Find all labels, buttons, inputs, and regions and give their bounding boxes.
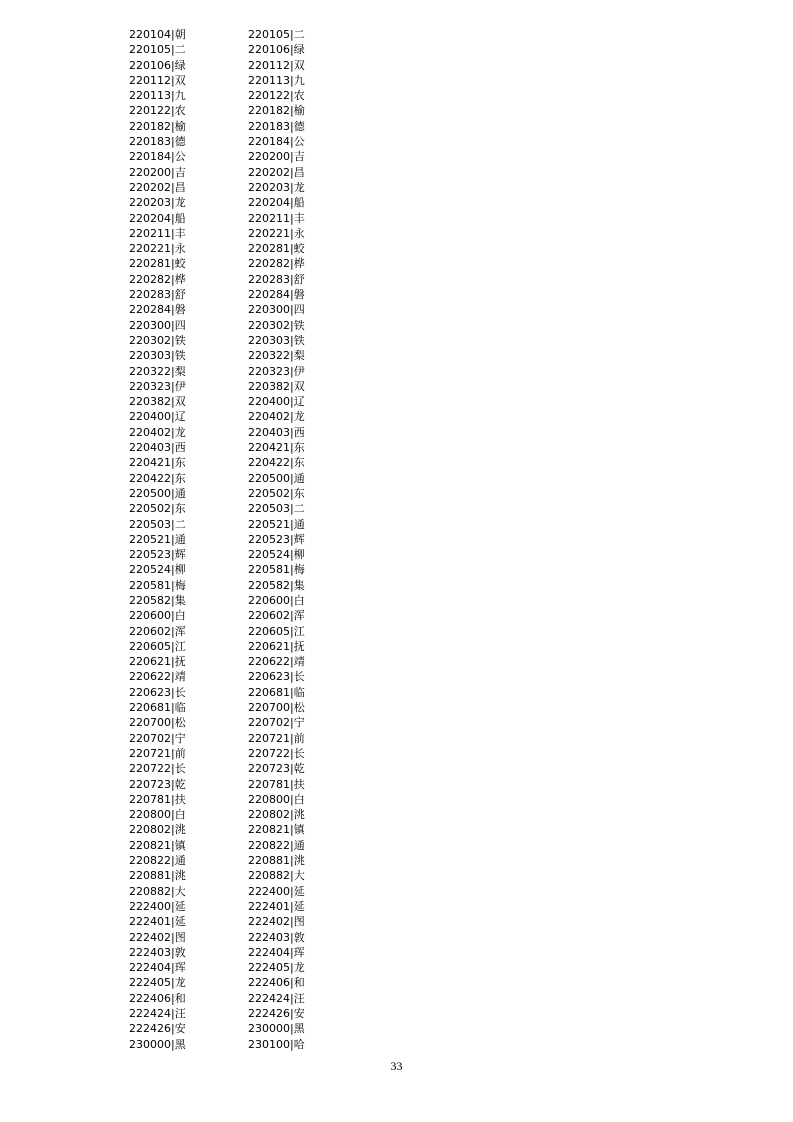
right-column-entry: 220605|江 <box>248 624 305 638</box>
left-column-entry: 220202|昌 <box>129 180 186 194</box>
left-column-entry: 220400|辽 <box>129 410 186 424</box>
right-column-entry: 220281|蛟 <box>248 242 305 256</box>
left-column-entry: 230000|黑 <box>129 1037 186 1051</box>
right-column-entry: 222402|图 <box>248 915 305 929</box>
right-column-entry: 220282|桦 <box>248 257 305 271</box>
left-column-entry: 222400|延 <box>129 899 186 913</box>
left-column-entry: 220781|扶 <box>129 792 186 806</box>
right-column-entry: 222405|龙 <box>248 961 305 975</box>
right-column-entry: 222406|和 <box>248 976 305 990</box>
left-column-entry: 220623|长 <box>129 685 186 699</box>
right-column-entry: 220283|舒 <box>248 272 305 286</box>
right-column-entry: 220422|东 <box>248 456 305 470</box>
left-column-entry: 220502|东 <box>129 502 186 516</box>
right-column-entry: 220322|梨 <box>248 349 305 363</box>
right-column-entry: 220284|磐 <box>248 288 305 302</box>
right-column-entry: 220702|宁 <box>248 716 305 730</box>
right-column-entry: 220421|东 <box>248 441 305 455</box>
left-column-entry: 222404|珲 <box>129 961 186 975</box>
left-column-entry: 220104|朝 <box>129 28 186 41</box>
left-column-entry: 220702|宁 <box>129 731 186 745</box>
left-column-entry: 220422|东 <box>129 471 186 485</box>
left-column-entry: 220221|永 <box>129 242 186 256</box>
right-column-entry: 220200|吉 <box>248 150 305 164</box>
right-column-entry: 230000|黑 <box>248 1022 305 1036</box>
right-column-entry: 220602|浑 <box>248 609 305 623</box>
left-column-entry: 220323|伊 <box>129 379 186 393</box>
right-column-entry: 220203|龙 <box>248 180 305 194</box>
left-column-entry: 220203|龙 <box>129 196 186 210</box>
right-column-entry: 220881|洮 <box>248 854 305 868</box>
left-column-entry: 220284|磐 <box>129 303 186 317</box>
left-column-entry: 222401|延 <box>129 915 186 929</box>
right-column-entry: 220582|集 <box>248 578 305 592</box>
right-column-entry: 220402|龙 <box>248 410 305 424</box>
left-column-entry: 220183|德 <box>129 135 186 149</box>
left-column-entry: 220721|前 <box>129 746 186 760</box>
right-column-entry: 222424|汪 <box>248 991 305 1005</box>
right-column-entry: 220113|九 <box>248 73 305 87</box>
right-column-entry: 220300|四 <box>248 303 305 317</box>
left-column-entry: 220800|白 <box>129 808 186 822</box>
right-column-entry: 220183|德 <box>248 119 305 133</box>
left-column-entry: 222405|龙 <box>129 976 186 990</box>
right-column-entry: 222426|安 <box>248 1007 305 1020</box>
left-column-entry: 220582|集 <box>129 593 186 607</box>
right-column-entry: 220621|抚 <box>248 639 305 653</box>
left-column-entry: 220605|江 <box>129 639 186 653</box>
left-column-entry: 220722|长 <box>129 762 186 776</box>
right-column-entry: 220221|永 <box>248 226 305 240</box>
page-number: 33 <box>390 1059 403 1073</box>
left-column-entry: 220281|蛟 <box>129 257 186 271</box>
left-column-entry: 220881|洮 <box>129 869 186 883</box>
right-column-entry: 220821|镇 <box>248 823 305 837</box>
right-column-entry: 220721|前 <box>248 731 305 745</box>
right-column-entry: 220581|梅 <box>248 563 305 577</box>
right-column-entry: 220403|西 <box>248 425 305 439</box>
right-column-entry: 220503|二 <box>248 502 305 516</box>
right-column-entry: 222400|延 <box>248 884 305 898</box>
left-column-entry: 220200|吉 <box>129 165 186 179</box>
left-column-entry: 220182|榆 <box>129 119 186 133</box>
left-column-entry: 220403|西 <box>129 441 186 455</box>
left-column-entry: 220882|大 <box>129 884 186 898</box>
left-column-entry: 220500|通 <box>129 486 186 500</box>
left-column-entry: 220602|浑 <box>129 624 186 638</box>
left-column-entry: 220802|洮 <box>129 823 186 837</box>
right-column-entry: 230100|哈 <box>248 1037 305 1051</box>
right-column-entry: 220800|白 <box>248 792 305 806</box>
left-column-entry: 220621|抚 <box>129 655 186 669</box>
left-column-entry: 220821|镇 <box>129 838 186 852</box>
left-column <box>129 27 186 1052</box>
right-column <box>248 27 305 1052</box>
right-column-entry: 220822|通 <box>248 838 305 852</box>
right-column-entry: 220722|长 <box>248 746 305 760</box>
left-column-entry: 220283|舒 <box>129 288 186 302</box>
left-column-entry: 222403|敦 <box>129 945 186 959</box>
right-column-entry: 220112|双 <box>248 58 305 72</box>
left-column-entry: 222424|汪 <box>129 1007 186 1020</box>
left-column-entry: 220303|铁 <box>129 349 186 363</box>
right-column-entry: 220502|东 <box>248 486 305 500</box>
left-column-entry: 220382|双 <box>129 395 186 409</box>
left-column-entry: 220113|九 <box>129 89 186 103</box>
right-column-entry: 220723|乾 <box>248 762 305 776</box>
right-column-entry: 220523|辉 <box>248 532 305 546</box>
left-column-entry: 220581|梅 <box>129 578 186 592</box>
right-column-entry: 220106|绿 <box>248 43 305 57</box>
right-column-entry: 222404|珲 <box>248 945 305 959</box>
left-column-entry: 220322|梨 <box>129 364 186 378</box>
left-column-entry: 220681|临 <box>129 701 186 715</box>
right-column-entry: 220623|长 <box>248 670 305 684</box>
left-column-entry: 222402|图 <box>129 930 186 944</box>
right-column-entry: 220521|通 <box>248 517 305 531</box>
left-column-entry: 222406|和 <box>129 991 186 1005</box>
left-column-entry: 220600|白 <box>129 609 186 623</box>
left-column-entry: 220122|农 <box>129 104 186 118</box>
left-column-entry: 220421|东 <box>129 456 186 470</box>
right-column-entry: 220622|靖 <box>248 655 305 669</box>
left-column-entry: 222426|安 <box>129 1022 186 1036</box>
right-column-entry: 220500|通 <box>248 471 305 485</box>
left-column-entry: 220106|绿 <box>129 58 186 72</box>
right-column-entry: 222403|敦 <box>248 930 305 944</box>
right-column-entry: 220184|公 <box>248 135 305 149</box>
right-column-entry: 220681|临 <box>248 685 305 699</box>
right-column-entry: 220202|昌 <box>248 165 305 179</box>
right-column-entry: 220303|铁 <box>248 333 305 347</box>
left-column-entry: 220282|桦 <box>129 272 186 286</box>
left-column-entry: 220105|二 <box>129 43 186 57</box>
right-column-entry: 220382|双 <box>248 379 305 393</box>
left-column-entry: 220302|铁 <box>129 333 186 347</box>
right-column-entry: 220400|辽 <box>248 395 305 409</box>
right-column-entry: 220802|洮 <box>248 808 305 822</box>
left-column-entry: 220402|龙 <box>129 425 186 439</box>
right-column-entry: 220700|松 <box>248 701 305 715</box>
right-column-entry: 220781|扶 <box>248 777 305 791</box>
right-column-entry: 220882|大 <box>248 869 305 883</box>
left-column-entry: 220204|船 <box>129 211 186 225</box>
left-column-entry: 220723|乾 <box>129 777 186 791</box>
left-column-entry: 220184|公 <box>129 150 186 164</box>
right-column-entry: 220323|伊 <box>248 364 305 378</box>
right-column-entry: 220302|铁 <box>248 318 305 332</box>
left-column-entry: 220523|辉 <box>129 548 186 562</box>
right-column-entry: 220524|柳 <box>248 548 305 562</box>
left-column-entry: 220524|柳 <box>129 563 186 577</box>
left-column-entry: 220112|双 <box>129 73 186 87</box>
right-column-entry: 220204|船 <box>248 196 305 210</box>
left-column-entry: 220521|通 <box>129 532 186 546</box>
left-column-entry: 220503|二 <box>129 517 186 531</box>
left-column-entry: 220622|靖 <box>129 670 186 684</box>
left-column-entry: 220700|松 <box>129 716 186 730</box>
left-column-entry: 220300|四 <box>129 318 186 332</box>
right-column-entry: 220122|农 <box>248 89 305 103</box>
left-column-entry: 220822|通 <box>129 854 186 868</box>
right-column-entry: 222401|延 <box>248 899 305 913</box>
right-column-entry: 220600|白 <box>248 593 305 607</box>
right-column-entry: 220182|榆 <box>248 104 305 118</box>
right-column-entry: 220211|丰 <box>248 211 305 225</box>
left-column-entry: 220211|丰 <box>129 226 186 240</box>
right-column-entry: 220105|二 <box>248 28 305 41</box>
